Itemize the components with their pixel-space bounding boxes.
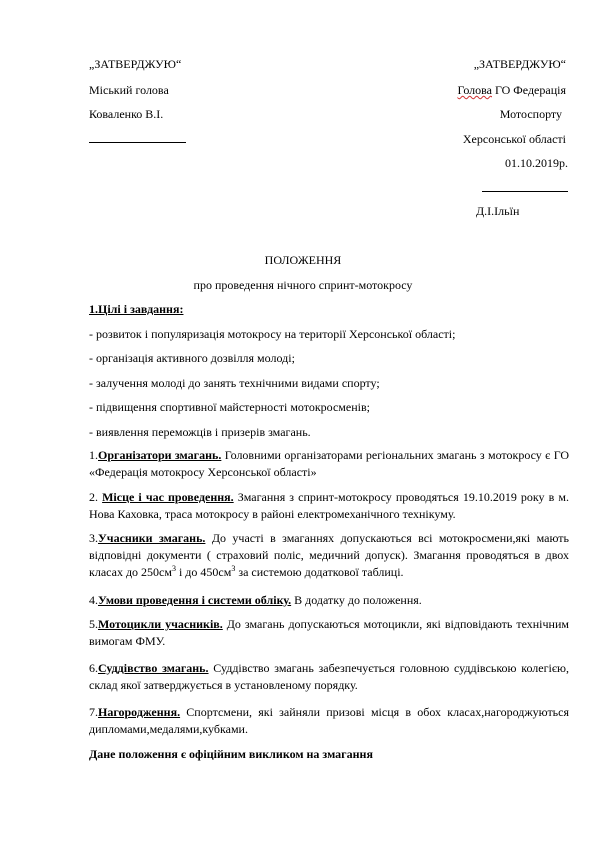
section-text: До участі в змаганнях допускаються всі мотокросмени,які мають відповідні документи ( страховий поліс, медичний допуск). Змагання проводяться в двох класах до 250см: [89, 531, 570, 579]
right-signature-line: [482, 191, 568, 192]
section-number: 1.: [89, 448, 98, 462]
section-label: Учасники змагань.: [98, 531, 206, 545]
left-approval-name: Коваленко В.І.: [89, 107, 164, 121]
section-text: До змагань допускаються мотоцикли, які відповідають технічним вимогам ФМУ.: [89, 617, 569, 648]
goal-item: - підвищення спортивної майстерності мотокросменів;: [89, 400, 370, 414]
section-number: 2.: [89, 490, 103, 504]
right-approval-heading: „ЗАТВЕРДЖУЮ“: [473, 57, 566, 71]
closing-statement: Дане положення є офіційним викликом на змагання: [89, 747, 373, 761]
section-place-time: [89, 489, 569, 523]
section-awards: [89, 704, 569, 738]
section-number: 5.: [89, 617, 98, 631]
left-approval-position: Міський голова: [89, 83, 169, 97]
section-label: Суддівство змагань.: [98, 661, 209, 675]
section-organizers: [89, 447, 569, 481]
spellcheck-word: Голова: [457, 83, 492, 97]
superscript: 3: [171, 564, 176, 573]
left-signature-line: [89, 142, 186, 143]
section-1-heading: 1.Цілі і завдання:: [89, 302, 184, 316]
superscript: 3: [231, 564, 236, 573]
section-number: 4.: [89, 593, 98, 607]
goal-item: - розвиток і популяризація мотокросу на території Херсонської області;: [89, 327, 456, 341]
section-label: Умови проведення і системи обліку.: [98, 593, 292, 607]
right-approval-org-line3: Херсонської області: [462, 132, 566, 146]
section-label: Місце і час проведення.: [102, 490, 234, 504]
section-text: за системою додаткової таблиці.: [235, 565, 404, 579]
right-approval-name: Д.І.Ільїн: [476, 204, 520, 218]
section-text: Спортсмени, які зайняли призові місця в обох класах,нагороджуються дипломами,медалями,кубками.: [89, 705, 569, 736]
section-text: і до 450см: [175, 565, 232, 579]
document-subtitle: про проведення нічного спринт-мотокросу: [193, 278, 413, 292]
right-approval-position: [457, 83, 566, 97]
goal-item: - організація активного дозвілля молоді;: [89, 351, 295, 365]
section-number: 6.: [89, 661, 98, 675]
right-approval-position-rest: ГО Федерація: [492, 83, 566, 97]
goal-item: - виявлення переможців і призерів змагань.: [89, 425, 311, 439]
section-participants: [89, 530, 569, 581]
section-conditions: [89, 592, 569, 609]
section-text: В додатку до положення.: [291, 593, 422, 607]
goal-item: - залучення молоді до занять технічними видами спорту;: [89, 376, 380, 390]
section-label: Нагородження.: [98, 705, 181, 719]
section-text: Змагання з спринт-мотокросу проводяться 19.10.2019 року в м. Нова Каховка, траса мотокросу в районі електромеханічного технікуму.: [89, 490, 569, 521]
right-approval-date: 01.10.2019р.: [505, 156, 568, 170]
section-text: Головними організаторами регіональних змагань з мотокросу є ГО «Федерація мотокросу Херсонської області»: [89, 448, 569, 479]
section-label: Організатори змагань.: [98, 448, 222, 462]
section-text: Суддівство змагань забезпечується головною суддівською колегією, склад якої затверджується в установленому порядку.: [89, 661, 569, 692]
section-motorcycles: [89, 616, 569, 650]
section-judging: [89, 660, 569, 694]
right-approval-org-line2: Мотоспорту: [499, 107, 562, 121]
section-label: Мотоцикли учасників.: [98, 617, 223, 631]
section-number: 3.: [89, 531, 98, 545]
document-title: ПОЛОЖЕННЯ: [264, 253, 342, 267]
section-number: 7.: [89, 705, 98, 719]
left-approval-heading: „ЗАТВЕРДЖУЮ“: [89, 57, 182, 71]
